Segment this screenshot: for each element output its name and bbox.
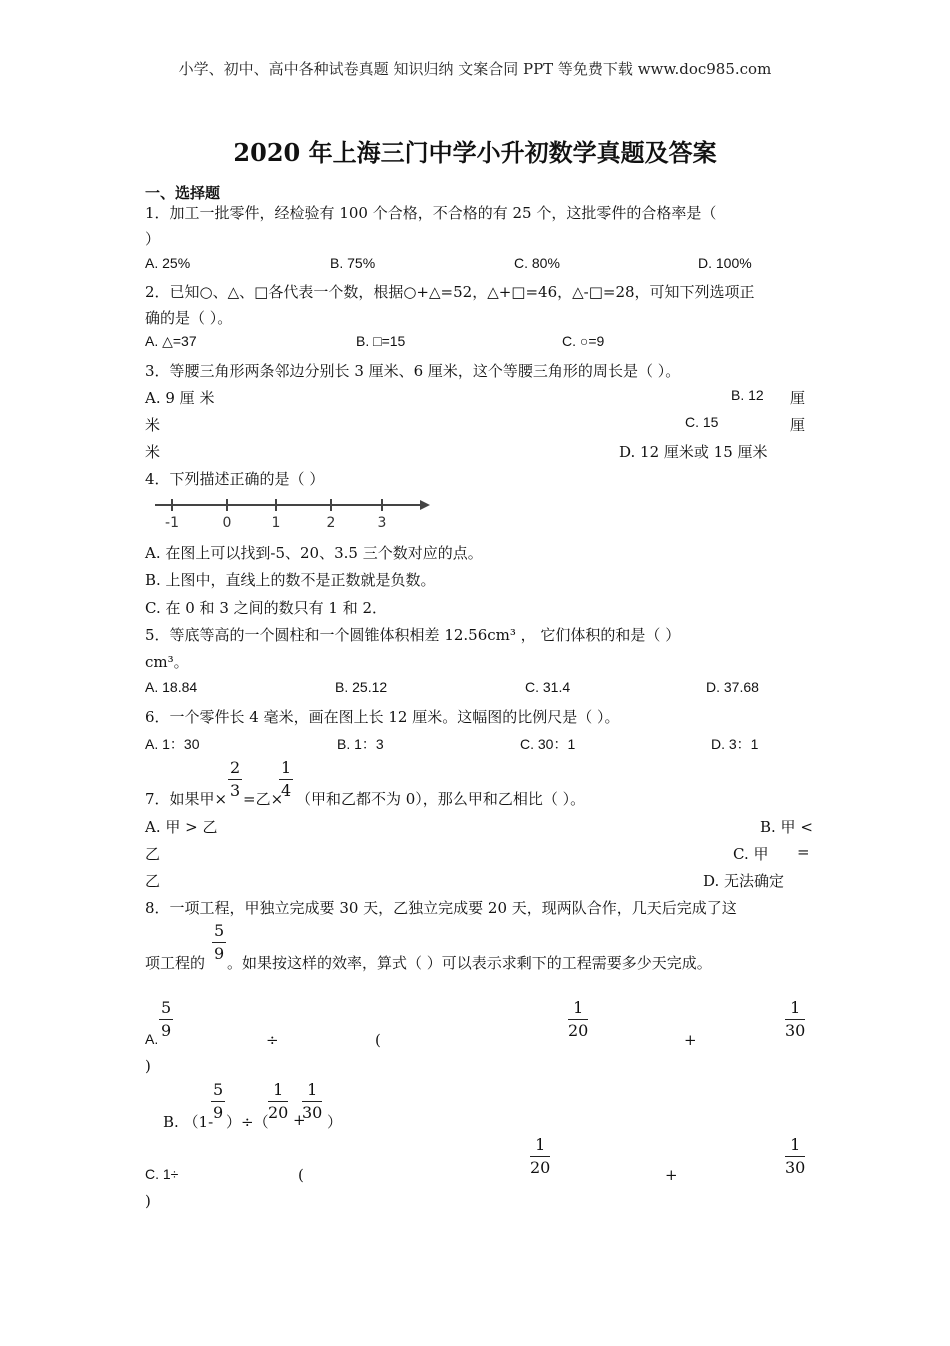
q7-option-a[interactable]: A. 甲 > 乙 [145,818,218,836]
q2-option-a[interactable]: A. △=37 [145,333,197,349]
denominator: 20 [568,1021,589,1040]
tick-label: 0 [222,515,232,531]
number-line [150,494,435,534]
q8-option-b-end: ） [327,1113,343,1131]
q5-option-d[interactable]: D. 37.68 [706,679,759,695]
q2-option-c[interactable]: C. ○=9 [562,333,605,349]
q4-option-b[interactable]: B. 上图中，直线上的数不是正数就是负数。 [145,571,436,589]
numerator: 5 [212,923,226,943]
q3-option-b[interactable]: B. 12 [731,387,764,403]
left-paren: ( [375,1031,381,1049]
q4-option-a[interactable]: A. 在图上可以找到-5、20、3.5 三个数对应的点。 [145,544,483,562]
q6-option-a[interactable]: A. 1：30 [145,736,200,752]
q7-option-c[interactable]: C. 甲 [733,845,769,863]
left-paren: ( [298,1166,304,1184]
plus-sign: + [665,1166,678,1184]
right-paren: ) [145,1192,151,1210]
numerator: 1 [785,1137,805,1157]
q7-option-d[interactable]: D. 无法确定 [703,872,785,890]
denominator: 30 [785,1021,806,1040]
q1-stem: 1．加工一批零件，经检验有 100 个合格，不合格的有 25 个，这批零件的合格率是（ [145,204,717,222]
q3-stem: 3．等腰三角形两条邻边分别长 3 厘米、6 厘米，这个等腰三角形的周长是（ ）。 [145,362,681,380]
arrow-right-icon [420,500,430,510]
q5-option-c[interactable]: C. 31.4 [525,679,571,695]
q7-option-b[interactable]: B. 甲 < [760,818,813,836]
numerator: 1 [268,1082,288,1102]
fraction-five-ninths [211,1082,225,1121]
q3-option-c[interactable]: C. 15 [685,414,719,430]
fraction-one-thirtieth [785,1000,805,1039]
q1-option-c[interactable]: C. 80% [514,255,560,271]
q7-option-c-cont: 乙 [145,872,161,890]
section-heading: 一、选择题 [145,184,221,202]
q3-option-d[interactable]: D. 12 厘米或 15 厘米 [619,443,768,461]
denominator: 3 [230,781,241,800]
q6-option-d[interactable]: D. 3：1 [711,736,759,752]
fraction-one-twentieth [568,1000,588,1039]
q7-stem-mid: =乙× [243,790,284,808]
fraction-two-thirds [228,760,242,799]
fraction-one-thirtieth [785,1137,805,1176]
numerator: 1 [785,1000,805,1020]
page-title: 2020 年上海三门中学小升初数学真题及答案 [233,138,717,167]
q3-option-c-unit-cont: 米 [145,443,161,461]
fraction-one-quarter [279,760,293,799]
numerator: 5 [211,1082,225,1102]
tick-label: -1 [165,515,179,531]
numerator: 5 [159,1000,173,1020]
q3-option-b-unit-cont: 米 [145,416,161,434]
q8-stem-cont-start: 项工程的 [145,954,206,972]
q7-stem-end: （甲和乙都不为 0），那么甲和乙相比（ ）。 [296,790,586,808]
q5-stem-cont: cm³。 [145,653,189,671]
q5-option-a[interactable]: A. 18.84 [145,679,198,695]
fraction-one-twentieth [530,1137,550,1176]
numerator: 2 [228,760,242,780]
q8-stem-cont-end: 。如果按这样的效率，算式（ ）可以表示求剩下的工程需要多少天完成。 [227,954,712,972]
q6-stem: 6．一个零件长 4 毫米，画在图上长 12 厘米。这幅图的比例尺是（ ）。 [145,708,620,726]
q7-option-b-cont: 乙 [145,845,161,863]
fraction-one-thirtieth [302,1082,322,1121]
q7-option-c-equals: = [797,843,810,861]
q7-stem-start: 7．如果甲× [145,790,228,808]
tick-label: 1 [271,515,281,531]
denominator: 20 [530,1158,551,1177]
q1-option-b[interactable]: B. 75% [330,255,376,271]
q8-option-b-mid: ）÷（ [226,1113,269,1131]
fraction-one-twentieth [268,1082,288,1121]
q6-option-c[interactable]: C. 30：1 [520,736,576,752]
q3-option-a[interactable]: A. 9 厘 米 [145,389,215,407]
q8-option-a[interactable]: A. [145,1031,159,1047]
tick-label: 2 [326,515,336,531]
q8-stem: 8．一项工程，甲独立完成要 30 天，乙独立完成要 20 天，现两队合作，几天后完成了这 [145,899,737,917]
q2-stem: 2．已知○、△、□各代表一个数，根据○+△=52，△+□=46，△-□=28，可知下列选项正 [145,283,755,301]
q4-stem: 4．下列描述正确的是（ ） [145,470,325,488]
denominator: 30 [785,1158,806,1177]
q5-stem: 5．等底等高的一个圆柱和一个圆锥体积相差 12.56cm³ ， 它们体积的和是（ ） [145,626,681,644]
q8-option-b[interactable]: B. （1- [163,1113,214,1131]
right-paren: ) [145,1057,151,1075]
plus-sign: + [684,1031,697,1049]
q4-option-c[interactable]: C. 在 0 和 3 之间的数只有 1 和 2． [145,599,388,617]
denominator: 30 [302,1103,323,1122]
fraction-five-ninths [212,923,226,962]
denominator: 9 [161,1021,172,1040]
numerator: 1 [568,1000,588,1020]
q2-option-b[interactable]: B. □=15 [356,333,406,349]
denominator: 9 [214,944,225,963]
plus-sign: + [293,1111,306,1129]
denominator: 4 [281,781,292,800]
q6-option-b[interactable]: B. 1：3 [337,736,384,752]
numerator: 1 [302,1082,322,1102]
fraction-five-ninths [159,1000,173,1039]
divide-sign: ÷ [266,1031,279,1049]
tick-label: 3 [377,515,387,531]
q1-option-a[interactable]: A. 25% [145,255,191,271]
q3-option-b-unit: 厘 [790,389,806,407]
q2-stem-cont: 确的是（ ）。 [145,309,233,327]
q8-option-c[interactable]: C. 1÷ [145,1166,179,1182]
denominator: 20 [268,1103,289,1122]
q1-option-d[interactable]: D. 100% [698,255,752,271]
q5-option-b[interactable]: B. 25.12 [335,679,388,695]
numerator: 1 [530,1137,550,1157]
numerator: 1 [279,760,293,780]
page-header: 小学、初中、高中各种试卷真题 知识归纳 文案合同 PPT 等免费下载 www.doc985.com [178,60,772,78]
q3-option-c-unit: 厘 [790,416,806,434]
denominator: 9 [213,1103,224,1122]
q1-stem-cont: ） [145,230,161,248]
